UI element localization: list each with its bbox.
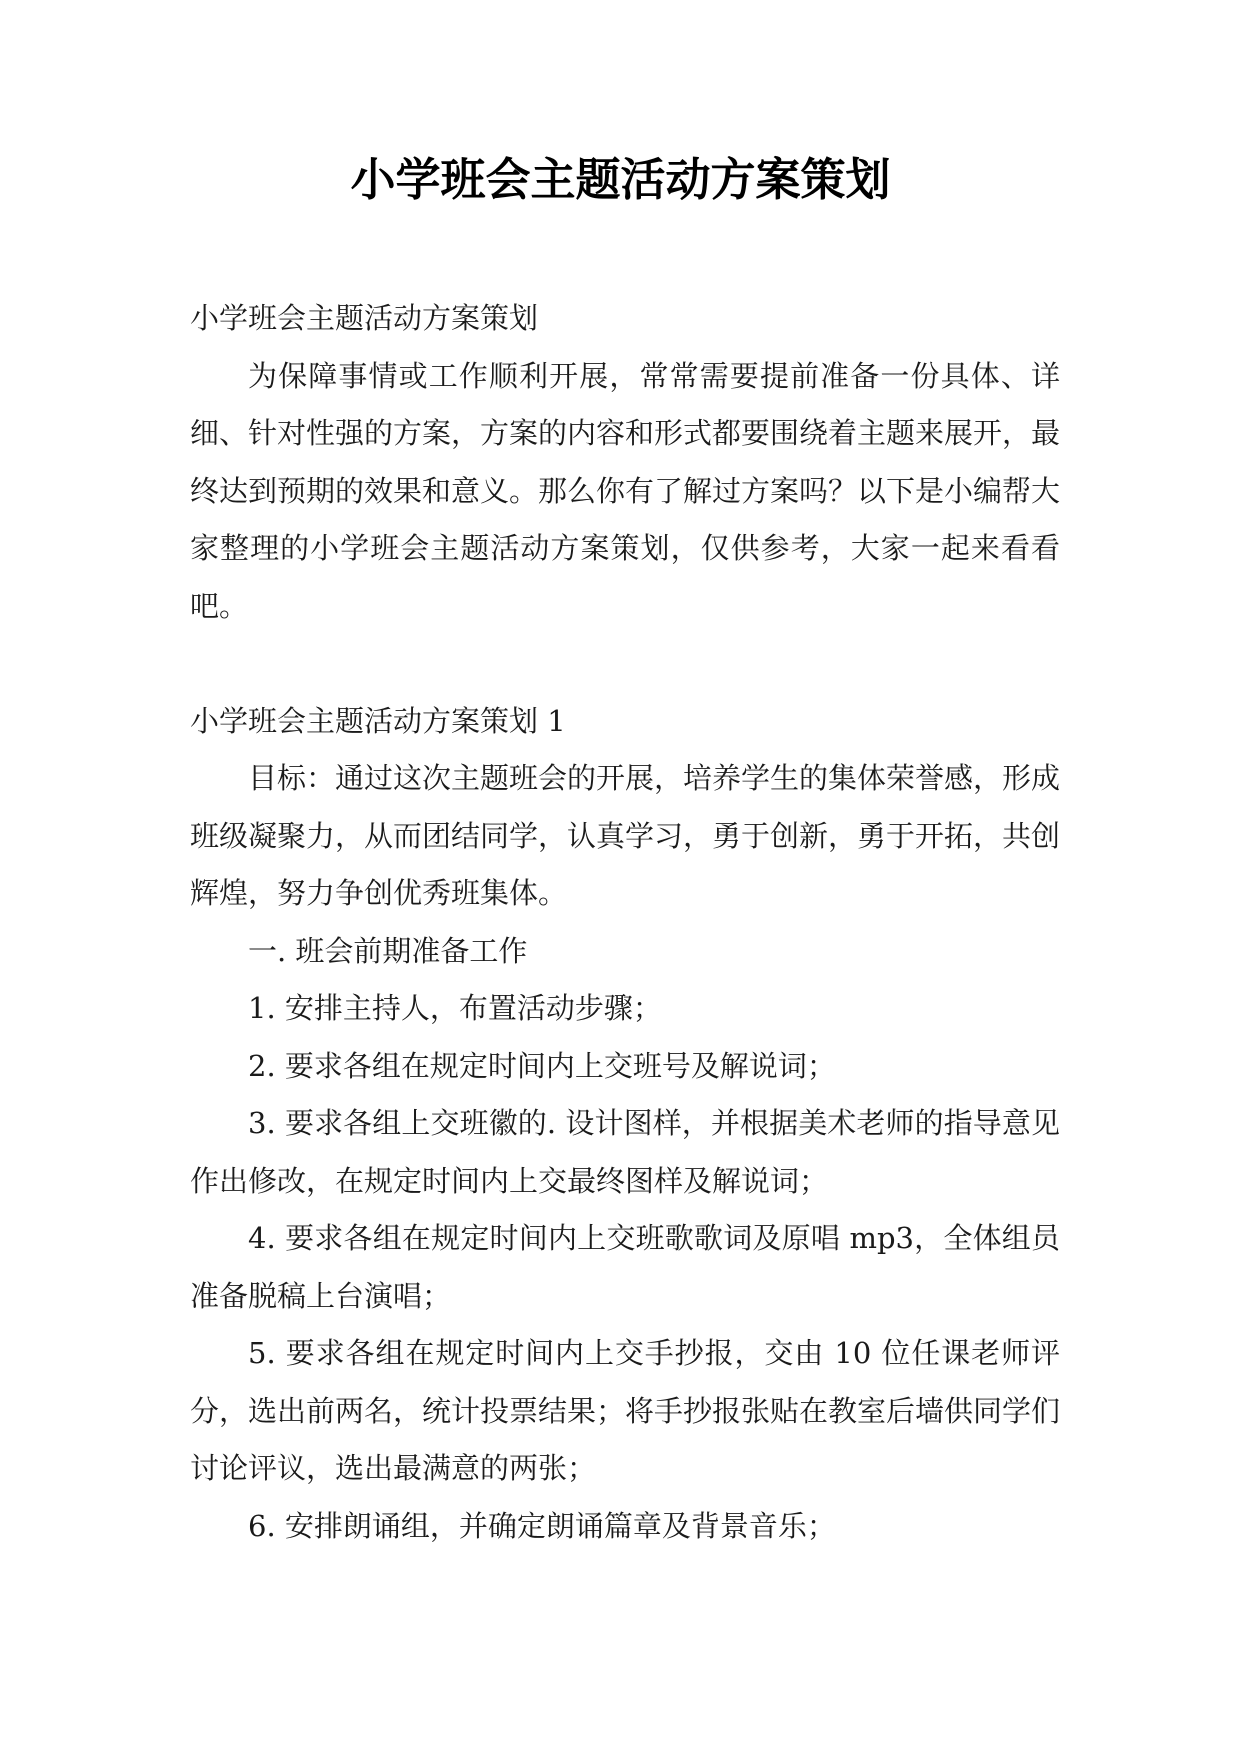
document-title: 小学班会主题活动方案策划: [350, 153, 891, 206]
paragraph-spacer: [190, 635, 1060, 693]
document-body: [190, 290, 1060, 1555]
list-item-5: 5. 要求各组在规定时间内上交手抄报，交由 10 位任课老师评分，选出前两名，统计投票结果；将手抄报张贴在教室后墙供同学们讨论评议，选出最满意的两张；: [190, 1336, 1061, 1485]
list-item-2: 2. 要求各组在规定时间内上交班号及解说词；: [248, 1048, 836, 1083]
goal-paragraph: 目标：通过这次主题班会的开展，培养学生的集体荣誉感，形成班级凝聚力，从而团结同学，认真学习，勇于创新，勇于开拓，共创辉煌，努力争创优秀班集体。: [190, 761, 1061, 910]
intro-heading: 小学班会主题活动方案策划: [190, 301, 539, 335]
list-item-1: 1. 安排主持人，布置活动步骤；: [248, 991, 662, 1025]
list-item-6: 6. 安排朗诵组，并确定朗诵篇章及背景音乐；: [248, 1508, 836, 1543]
intro-paragraph: 为保障事情或工作顺利开展，常常需要提前准备一份具体、详细、针对性强的方案，方案的内容和形式都要围绕着主题来展开，最终达到预期的效果和意义。那么你有了解过方案吗？以下是小编帮大家整理的小学班会主题活动方案策划，仅供参考，大家一起来看看吧。: [190, 358, 1061, 623]
list-item-4: 4. 要求各组在规定时间内上交班歌歌词及原唱 mp3，全体组员准备脱稿上台演唱；: [190, 1221, 1060, 1313]
section-heading-1: 小学班会主题活动方案策划 1: [190, 703, 566, 738]
list-item-3: 3. 要求各组上交班徽的. 设计图样，并根据美术老师的指导意见作出修改，在规定时间内上交最终图样及解说词；: [190, 1106, 1060, 1198]
subsection-heading-prep: 一. 班会前期准备工作: [248, 933, 528, 968]
